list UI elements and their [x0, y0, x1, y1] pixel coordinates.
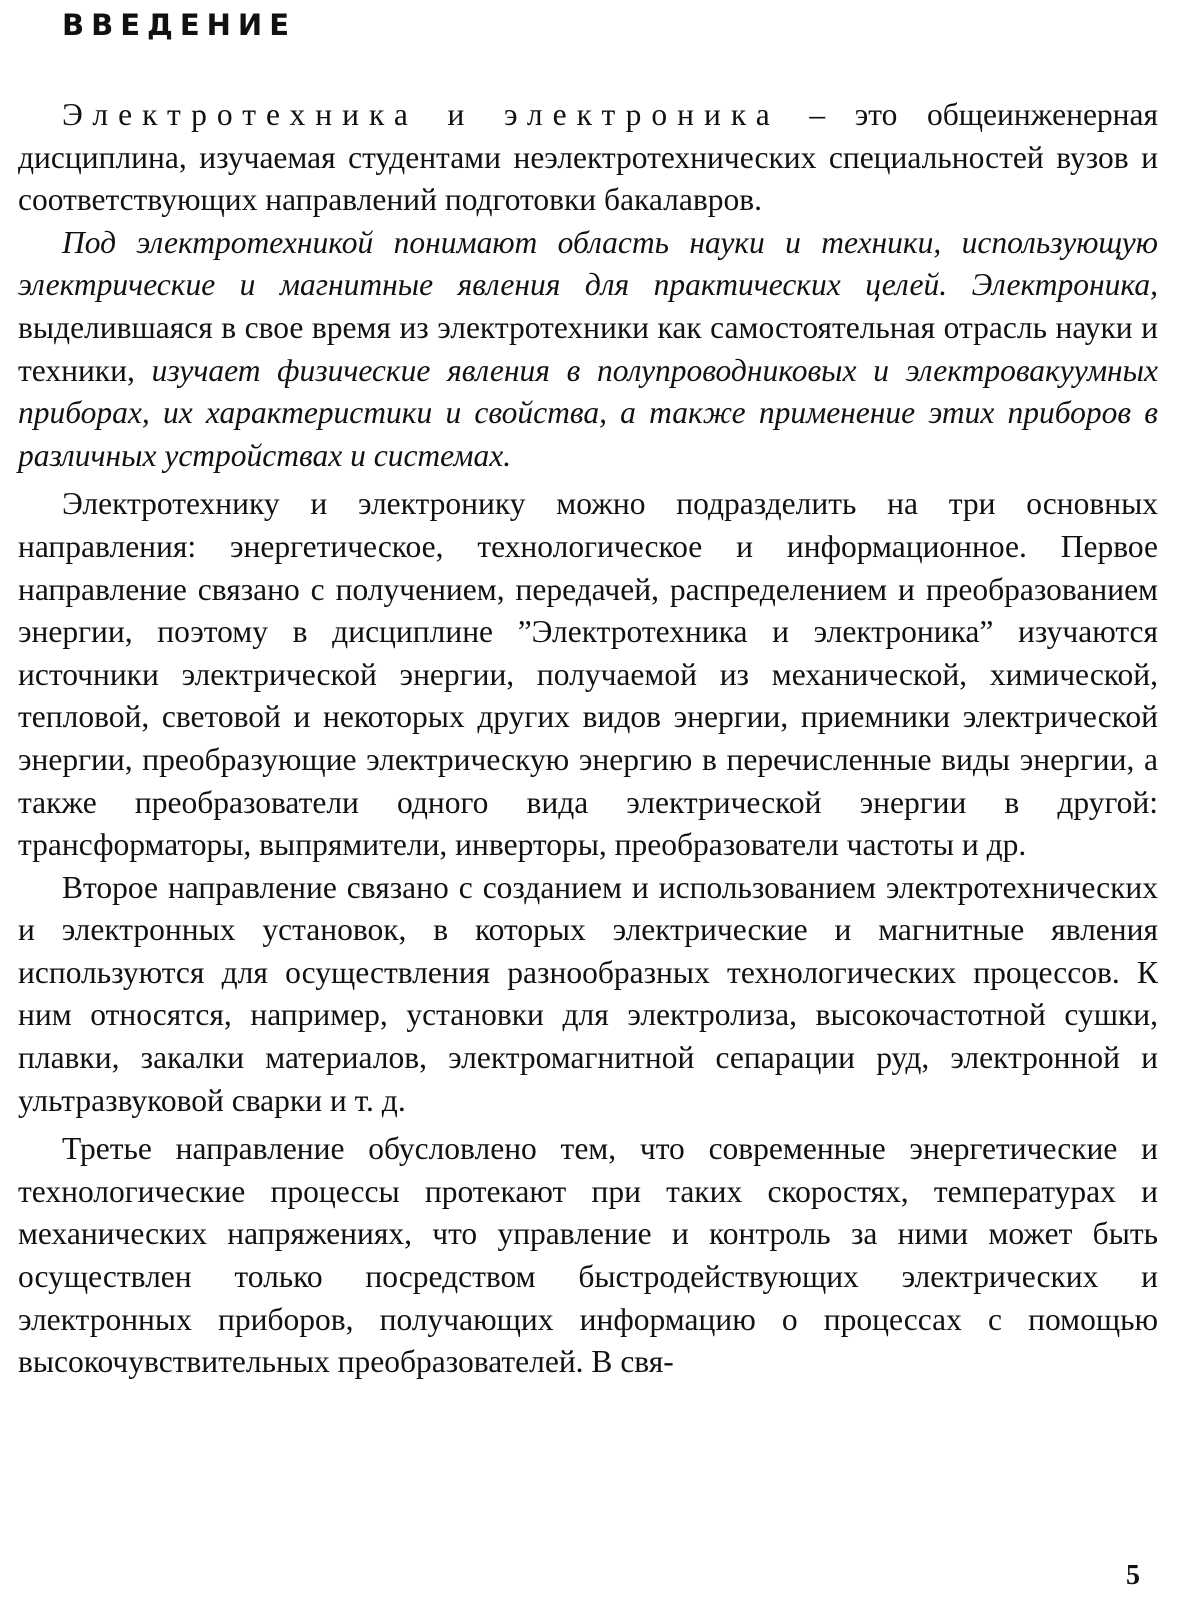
- paragraph-2-middle: выделившаяся в свое время из электротехники как самостоятельная отрасль науки и техники,: [18, 309, 1158, 388]
- book-page: [18, 0, 1158, 1606]
- definition-electronics: изучает физические явления в полупроводниковых и электровакуумных приборах, их характеристики и свойства, а также применение этих приборов в различных устройствах и системах.: [18, 352, 1158, 473]
- chapter-heading: ВВЕДЕНИЕ: [62, 8, 297, 42]
- paragraph-definitions: [18, 222, 1158, 478]
- paragraph-energy-direction: Электротехнику и электронику можно подразделить на три основных направления: энергетическое, технологическое и информационное. Первое направление связано с получением, передачей, распределением и преобразованием энергии, поэтому в дисциплине ”Электротехника и электроника” изучаются источники электрической энергии, получаемой из механической, химической, тепловой, световой и некоторых других видов энергии, приемники электрической энергии, преобразующие электрическую энергию в перечисленные виды энергии, а также преобразователи одного вида электрической энергии в другой: трансформаторы, выпрямители, инверторы, преобразователи частоты и др.: [18, 486, 1158, 863]
- paragraph-information-direction: Третье направление обусловлено тем, что современные энергетические и технологические процессы протекают при таких скоростях, температурах и механических напряжениях, что управление и контроль за ними может быть осуществлен только посредством быстродействующих электрических и электронных приборов, получающих информацию о процессах с помощью высокочувствительных преобразователей. В свя-: [18, 1131, 1158, 1380]
- paragraph-definition-intro: [18, 94, 1158, 222]
- term-conjunction: и: [447, 97, 475, 132]
- definition-electronics-term: Электроника,: [971, 267, 1158, 303]
- body-text: [18, 94, 1158, 1384]
- term-electronics: электроника: [503, 97, 780, 132]
- page-number: 5: [1126, 1560, 1140, 1591]
- term-electrical-engineering: Электротехника: [62, 97, 418, 132]
- definition-electrical-engineering: Под электротехникой понимают область науки и техники, использующую электрические и магнитные явления для практических целей.: [18, 224, 1158, 303]
- paragraph-technology-direction: Второе направление связано с созданием и использованием электротехнических и электронных установок, в которых электрические и магнитные явления используются для осуществления разнообразных технологических процессов. К ним относятся, например, установки для электролиза, высокочастотной сушки, плавки, закалки материалов, электромагнитной сепарации руд, электронной и ультразвуковой сварки и т. д.: [18, 869, 1158, 1118]
- paragraph-1-rest: – это общеинженерная дисциплина, изучаемая студентами неэлектротехнических специальностей вузов и соответствующих направлений подготовки бакалавров.: [18, 97, 1158, 218]
